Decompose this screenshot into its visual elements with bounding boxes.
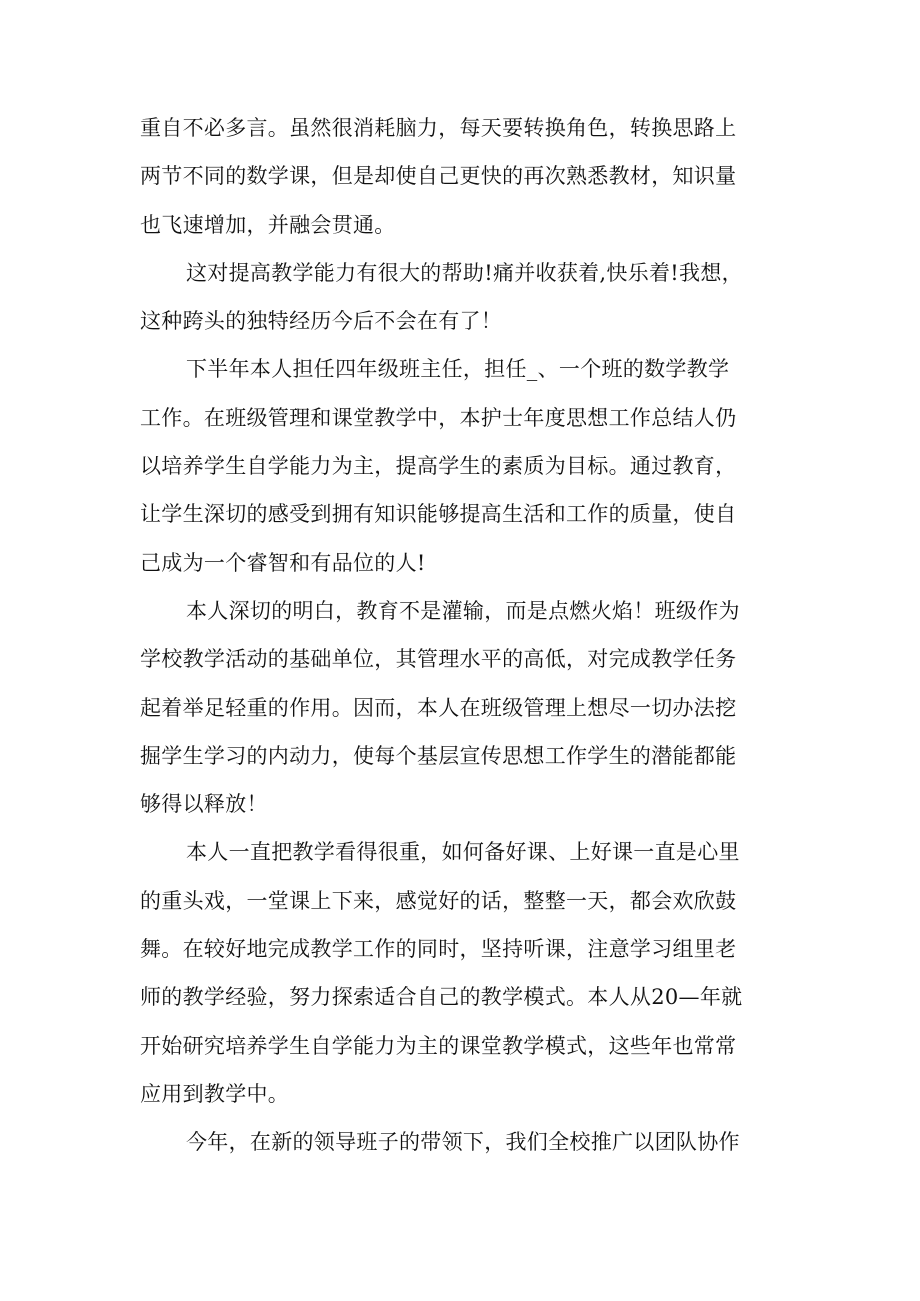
text-line: 两节不同的数学课，但是却使自己更快的再次熟悉教材，知识量 — [140, 164, 737, 189]
text-line: 这种跨头的独特经历今后不会在有了！ — [140, 309, 503, 334]
paragraph — [140, 345, 785, 586]
text-line: 也飞速增加，并融会贯通。 — [140, 212, 396, 237]
text-line: 工作。在班级管理和课堂教学中，本护士年度思想工作总结人仍 — [140, 405, 737, 430]
paragraph — [140, 587, 785, 828]
text-line: 应用到教学中。 — [140, 1081, 290, 1106]
text-line: 本人深切的明白，教育不是灌输，而是点燃火焰！班级作为 — [186, 598, 740, 623]
paragraph — [140, 249, 785, 346]
text-line: 己成为一个睿智和有品位的人! — [140, 550, 426, 575]
document-body — [140, 104, 785, 1167]
text-line: 这对提高教学能力有很大的帮助!痛并收获着,快乐着!我想， — [186, 260, 743, 285]
text-line: 让学生深切的感受到拥有知识能够提高生活和工作的质量，使自 — [140, 502, 737, 527]
text-line: 舞。在较好地完成教学工作的同时，坚持听课，注意学习组里老 — [140, 937, 737, 962]
paragraph — [140, 104, 785, 249]
text-line: 重自不必多言。虽然很消耗脑力，每天要转换角色，转换思路上 — [140, 116, 737, 140]
text-line: 起着举足轻重的作用。因而，本人在班级管理上想尽一切办法挖 — [140, 695, 737, 720]
text-line: 今年，在新的领导班子的带领下，我们全校推广以团队协作 — [186, 1130, 740, 1155]
text-line: 师的教学经验，努力探索适合自己的教学模式。本人从20—年就 — [140, 985, 743, 1010]
paragraph — [140, 1118, 785, 1166]
text-line: 以培养学生自学能力为主，提高学生的素质为目标。通过教育， — [140, 454, 737, 479]
text-line: 下半年本人担任四年级班主任，担任_、一个班的数学教学 — [186, 357, 730, 382]
text-line: 本人一直把教学看得很重，如何备好课、上好课一直是心里 — [186, 840, 740, 865]
text-line: 够得以释放！ — [140, 792, 268, 817]
paragraph — [140, 828, 785, 1118]
text-line: 掘学生学习的内动力，使每个基层宣传思想工作学生的潜能都能 — [140, 743, 737, 768]
text-line: 的重头戏，一堂课上下来，感觉好的话，整整一天，都会欢欣鼓 — [140, 888, 737, 913]
text-line: 开始研究培养学生自学能力为主的课堂教学模式，这些年也常常 — [140, 1033, 737, 1058]
text-line: 学校教学活动的基础单位，其管理水平的高低，对完成教学任务 — [140, 647, 737, 672]
